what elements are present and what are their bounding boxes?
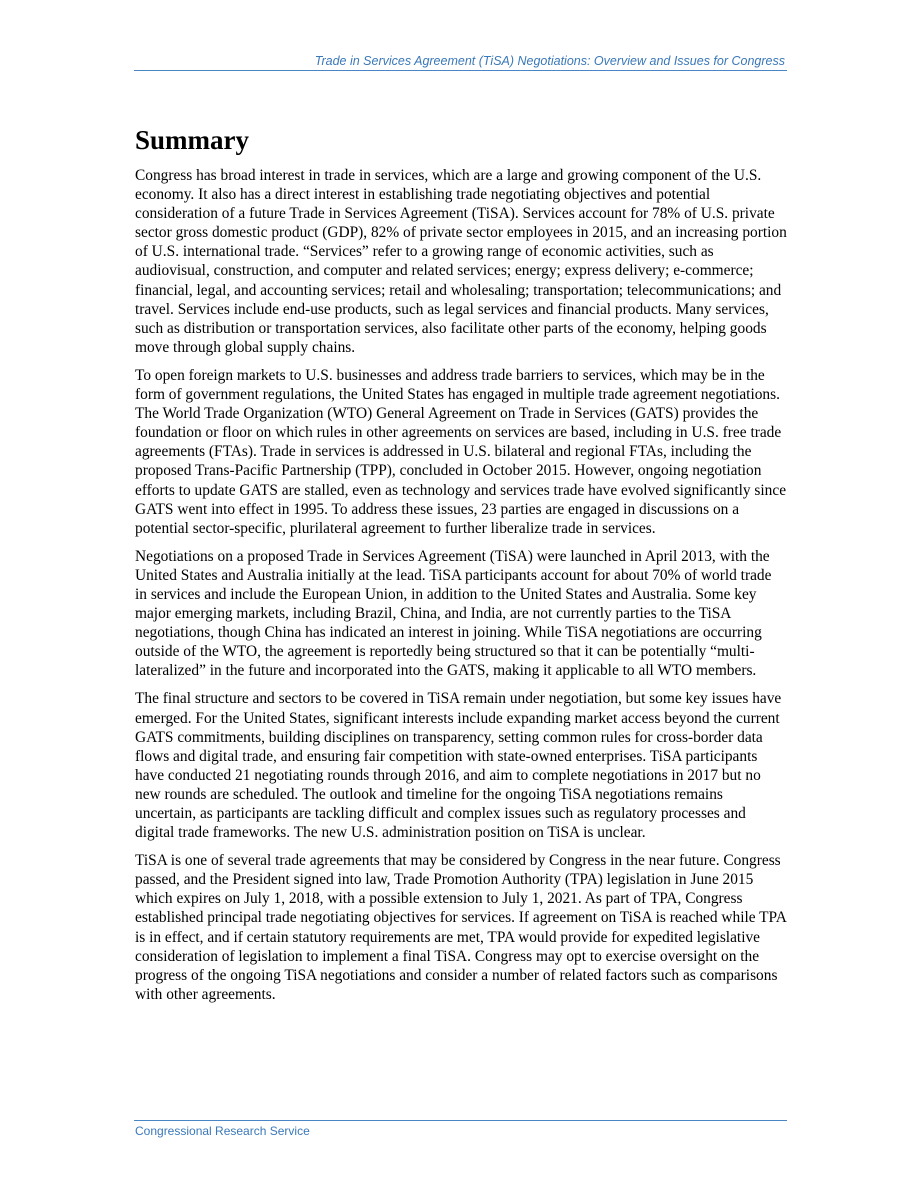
summary-paragraph-5: TiSA is one of several trade agreements that may be considered by Congress in the near future. Congress passed, and the President signed into law, Trade Promotion Authority (TPA) legislation in June 2015 which expires on July 1, 2018, with a possible extension to July 1, 2021. As part of TPA, Congress established principal trade negotiating objectives for services. If agreement on TiSA is reached while TPA is in effect, and if certain statutory requirements are met, TPA would provide for expedited legislative consideration of legislation to implement a final TiSA. Congress may opt to exercise oversight on the progress of the ongoing TiSA negotiations and consider a number of related factors such as comparisons with other agreements. [135,852,786,1003]
publisher-label: Congressional Research Service [135,1124,310,1138]
summary-paragraph-3: Negotiations on a proposed Trade in Services Agreement (TiSA) were launched in April 2013, with the United States and Australia initially at the lead. TiSA participants account for about 70% of world trade in services and include the European Union, in addition to the United States and Australia. Some key major emerging markets, including Brazil, China, and India, are not currently parties to the TiSA negotiations, though China has indicated an interest in joining. While TiSA negotiations are occurring outside of the WTO, the agreement is reportedly being structured so that it can be potentially “multi-lateralized” in the future and incorporated into the GATS, making it applicable to all WTO members. [135,547,772,680]
report-title: Trade in Services Agreement (TiSA) Negotiations: Overview and Issues for Congress [314,54,785,68]
page-header [134,54,787,71]
page-footer [134,1120,787,1138]
summary-paragraph-1: Congress has broad interest in trade in services, which are a large and growing component of the U.S. economy. It also has a direct interest in establishing trade negotiating objectives and potential consideration of a future Trade in Services Agreement (TiSA). Services account for 78% of U.S. private sector gross domestic product (GDP), 82% of private sector employees in 2015, and an increasing portion of U.S. international trade. “Services” refer to a growing range of economic activities, such as audiovisual, construction, and computer and related services; energy; express delivery; e-commerce; financial, legal, and accounting services; retail and wholesaling; transportation; telecommunications; and travel. Services include end-use products, such as legal services and financial products. Many services, such as distribution or transportation services, also facilitate other parts of the economy, helping goods move through global supply chains. [135,167,787,356]
summary-paragraph-4: The final structure and sectors to be covered in TiSA remain under negotiation, but some key issues have emerged. For the United States, significant interests include expanding market access beyond the current GATS commitments, building disciplines on transparency, setting common rules for cross-border data flows and digital trade, and ensuring fair competition with state-owned enterprises. TiSA participants have conducted 21 negotiating rounds through 2016, and aim to complete negotiations in 2017 but no new rounds are scheduled. The outlook and timeline for the ongoing TiSA negotiations remains uncertain, as participants are tackling difficult and complex issues such as regulatory processes and digital trade frameworks. The new U.S. administration position on TiSA is unclear. [135,690,782,842]
section-heading: Summary [135,125,249,155]
summary-section [135,122,787,1013]
summary-paragraph-2: To open foreign markets to U.S. businesses and address trade barriers to services, which may be in the form of government regulations, the United States has engaged in multiple trade agreement negotiations. The World Trade Organization (WTO) General Agreement on Trade in Services (GATS) provides the foundation or floor on which rules in other agreements on services are based, including in U.S. free trade agreements (FTAs). Trade in services is addressed in U.S. bilateral and regional FTAs, including the proposed Trans-Pacific Partnership (TPP), concluded in October 2015. However, ongoing negotiation efforts to update GATS are stalled, even as technology and services trade have evolved significantly since GATS went into effect in 1995. To address these issues, 23 parties are engaged in discussions on a potential sector-specific, plurilateral agreement to further liberalize trade in services. [135,366,787,537]
